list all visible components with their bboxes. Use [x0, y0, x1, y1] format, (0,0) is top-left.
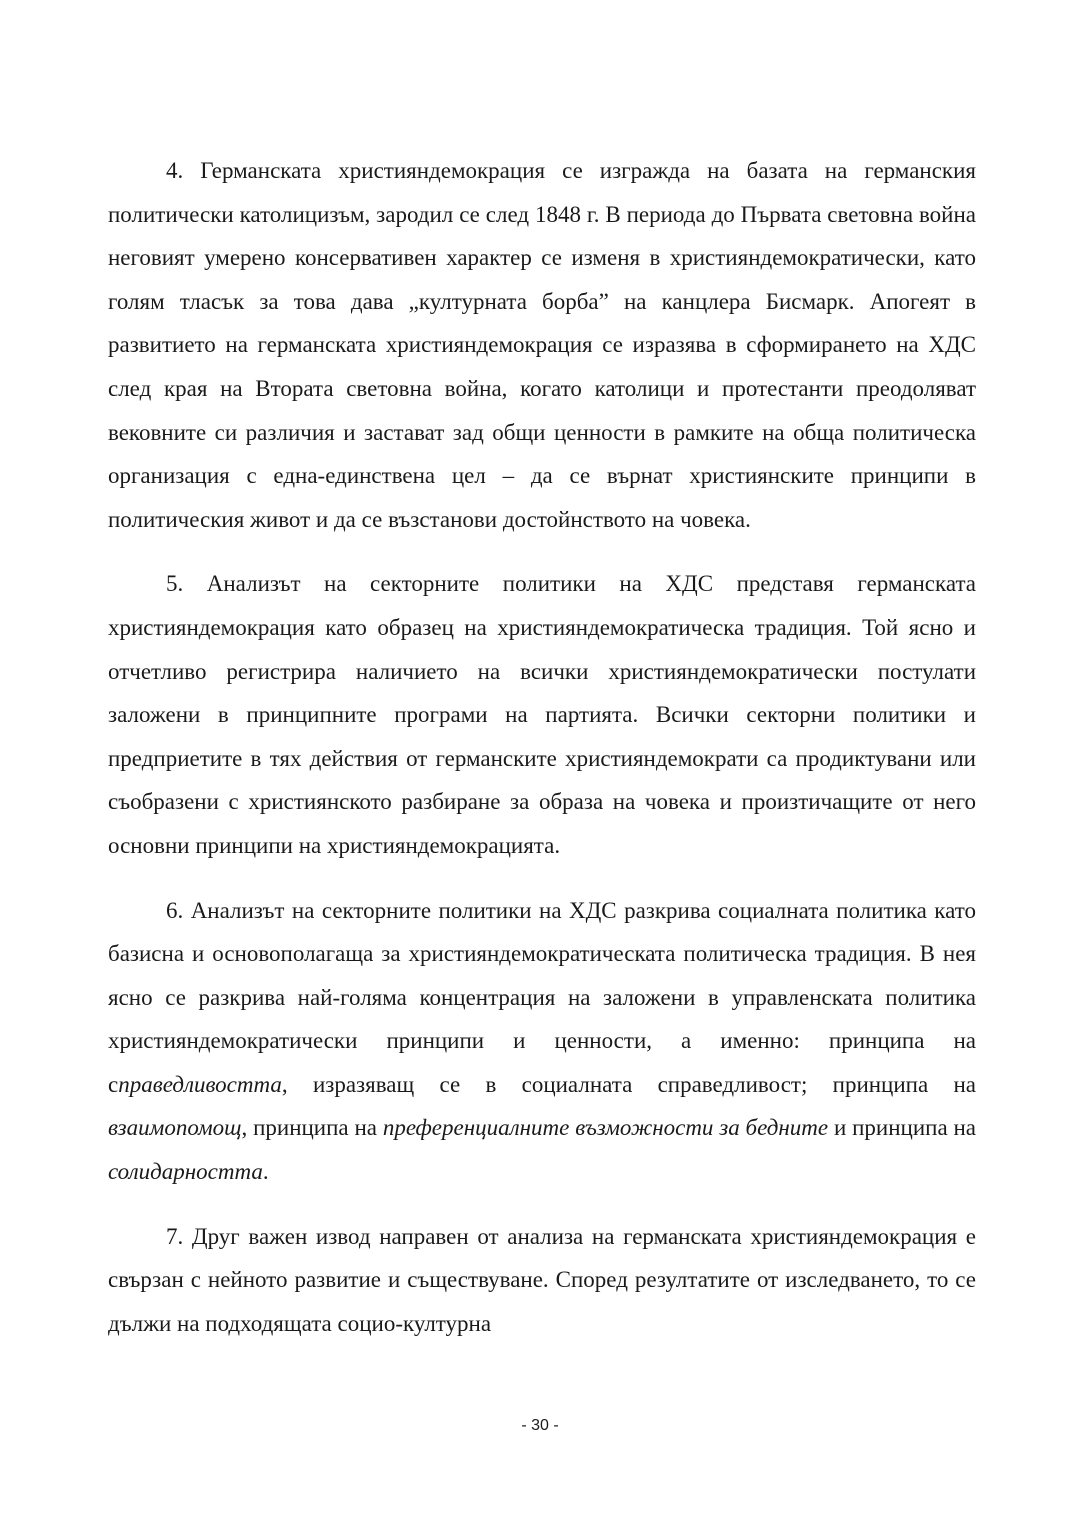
- paragraph-7: [108, 1215, 976, 1346]
- paragraph-text: и принципа на: [828, 1115, 977, 1141]
- italic-term: преференциалните възможности за бедните: [382, 1115, 829, 1141]
- paragraph-text: 4. Германската християндемокрация се изгражда на базата на германския политически католицизъм, зародил се след 1848 г. В периода до Първата световна война неговият умерено консервативен характер се изменя в християндемократически, като голям тласък за това дава „културната борба” на канцлера Бисмарк. Апогеят в развитието на германската християндемокрация се изразява в сформирането на ХДС след края на Втората световна война, когато католици и протестанти преодоляват вековните си различия и застават зад общи ценности в рамките на обща политическа организация с една-единствена цел – да се върнат християнските принципи в политическия живот и да се възстанови достойнството на човека.: [108, 158, 976, 532]
- paragraph-6: [108, 889, 976, 1194]
- paragraph-text: , изразяващ се в социалната справедливост; принципа на: [281, 1071, 976, 1097]
- page-number: - 30 -: [521, 1417, 559, 1434]
- italic-term: взаимопомощ: [108, 1115, 242, 1141]
- paragraph-text: , принципа на: [241, 1115, 383, 1141]
- paragraph-text: 6. Анализът на секторните политики на ХДС разкрива социалната политика като базисна и основополагаща за християндемократическата политическа традиция. В нея ясно се разкрива най-голяма концентрация на заложени в управленската политика християндемократически принципи и ценности, а именно: принципа на с: [108, 897, 976, 1097]
- italic-term: солидарността: [108, 1159, 263, 1185]
- body-text: [108, 149, 976, 1345]
- paragraph-5: [108, 562, 976, 867]
- paragraph-4: [108, 149, 976, 541]
- paragraph-text: 7. Друг важен извод направен от анализа на германската християндемокрация е свързан с нейното развитие и съществуване. Според резултатите от изследването, то се дължи на подходящата социо-културна: [108, 1223, 976, 1336]
- paragraph-text: 5. Анализът на секторните политики на ХДС представя германската християндемокрация като образец на християндемократическа традиция. Той ясно и отчетливо регистрира наличието на всички християндемократически постулати заложени в принципните програми на партията. Всички секторни политики и предприетите в тях действия от германските християндемократи са продиктувани или съобразени с християнското разбиране за образа на човека и произтичащите от него основни принципи на християндемокрацията.: [108, 571, 976, 858]
- italic-term: праведливостта: [118, 1071, 282, 1097]
- paragraph-text: .: [262, 1159, 269, 1185]
